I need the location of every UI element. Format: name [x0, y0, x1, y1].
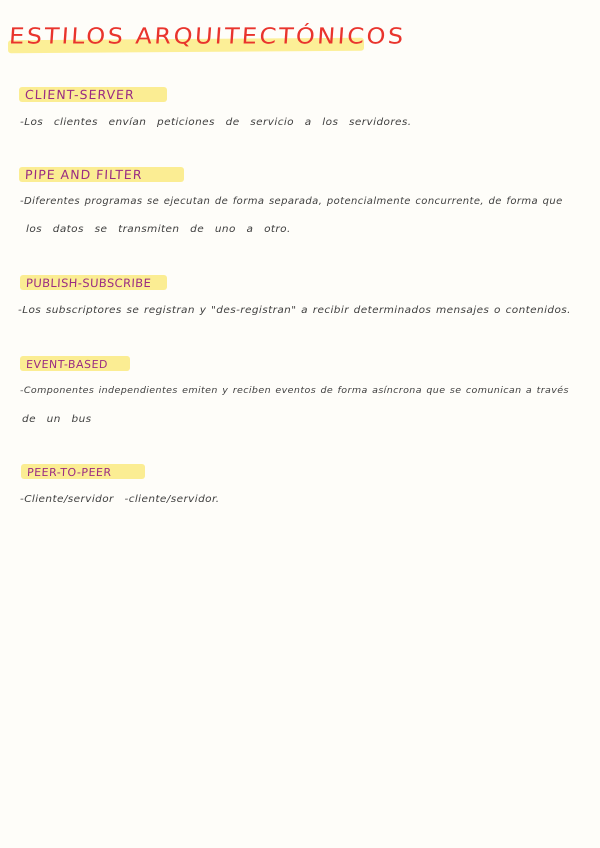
- section-heading-peer-to-peer: [21, 460, 145, 482]
- section-heading-label: PUBLISH-SUBSCRIBE: [25, 276, 152, 290]
- section-heading-client-server: [19, 83, 167, 105]
- title-block: [8, 18, 407, 54]
- page-title: ESTILOS ARQUITECTÓNICOS: [8, 23, 407, 50]
- section-body-line: -Componentes independientes emiten y reciben eventos de forma asíncrona que se comunican a través: [20, 385, 569, 396]
- section-heading-publish-subscribe: [20, 271, 167, 293]
- section-heading-event-based: [20, 352, 130, 374]
- section-body-line: -Diferentes programas se ejecutan de forma separada, potencialmente concurrente, de forma que: [20, 196, 563, 207]
- section-heading-label: EVENT-BASED: [25, 358, 109, 371]
- section-body-line: -Los clientes envían peticiones de servicio a los servidores.: [20, 116, 412, 128]
- section-heading-label: PEER-TO-PEER: [26, 466, 112, 479]
- section-body-line: -Cliente/servidor -cliente/servidor.: [20, 493, 220, 505]
- section-body-line: -Los subscriptores se registran y "des-registran" a recibir determinados mensajes o contenidos.: [18, 304, 571, 316]
- section-body-line: de un bus: [22, 413, 92, 425]
- section-heading-label: PIPE AND FILTER: [24, 167, 143, 182]
- section-heading-pipe-and-filter: [19, 163, 184, 185]
- section-heading-label: CLIENT-SERVER: [24, 87, 136, 102]
- section-body-line: los datos se transmiten de uno a otro.: [26, 223, 291, 235]
